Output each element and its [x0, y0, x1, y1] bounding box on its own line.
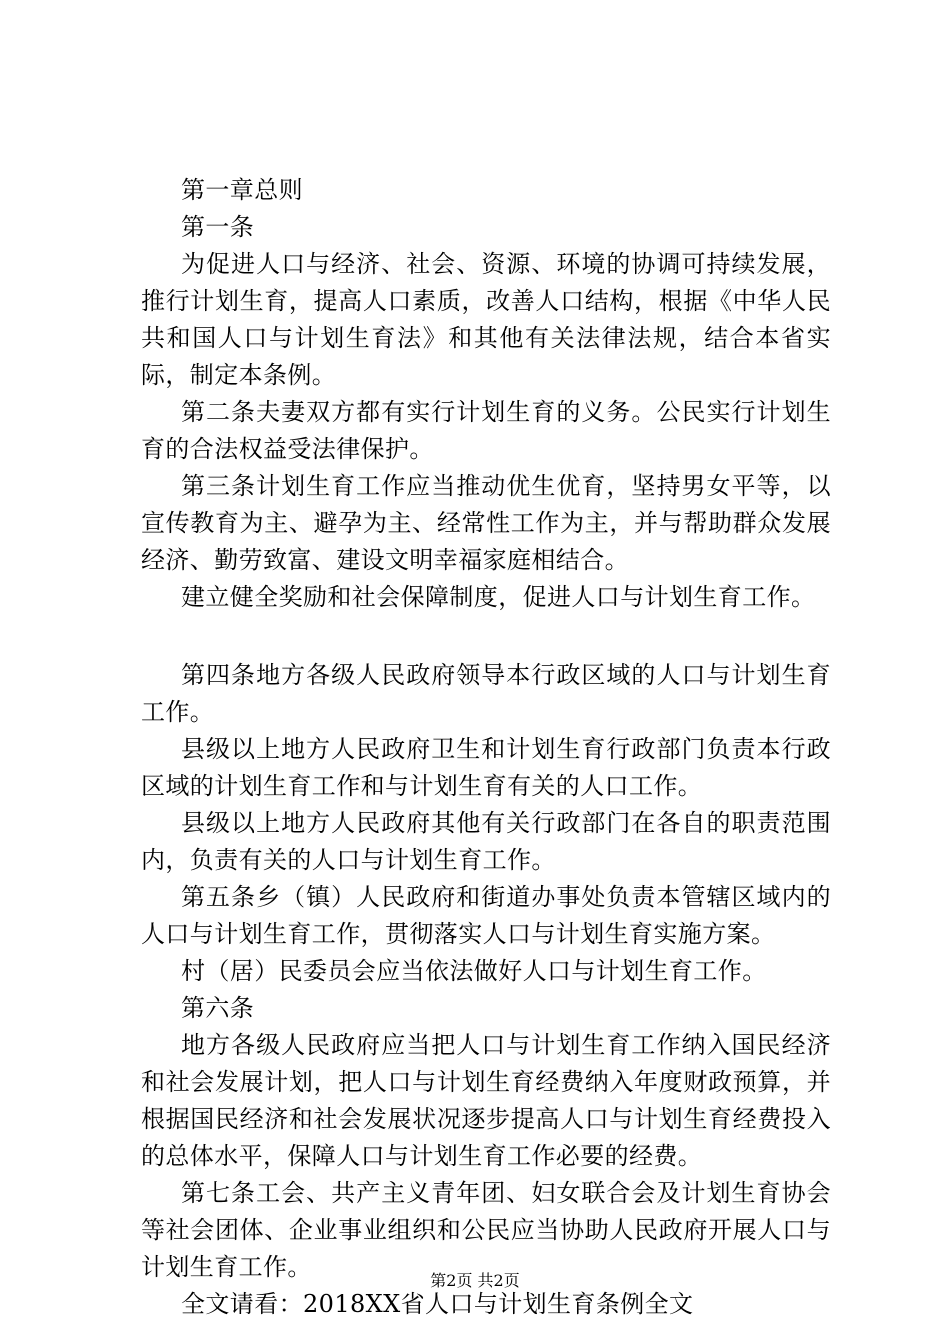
- article-5-text: 第五条乡（镇）人民政府和街道办事处负责本管辖区域内的人口与计划生育工作，贯彻落实人口与计划生育实施方案。: [141, 883, 831, 948]
- page-number-footer: 第2页 共2页: [430, 1271, 520, 1290]
- article-4-clause-3: 县级以上地方人民政府其他有关行政部门在各自的职责范围内，负责有关的人口与计划生育工作。: [141, 809, 831, 874]
- chapter-heading: 第一章总则: [181, 176, 303, 204]
- article-7-text: 第七条工会、共产主义青年团、妇女联合会及计划生育协会等社会团体、企业事业组织和公民应当协助人民政府开展人口与计划生育工作。: [141, 1179, 831, 1281]
- article-4-clause-2: 县级以上地方人民政府卫生和计划生育行政部门负责本行政区域的计划生育工作和与计划生育有关的人口工作。: [141, 735, 831, 800]
- article-6-heading: 第六条: [181, 994, 255, 1022]
- article-1-text: 为促进人口与经济、社会、资源、环境的协调可持续发展，推行计划生育，提高人口素质，改善人口结构，根据《中华人民共和国人口与计划生育法》和其他有关法律法规，结合本省实际，制定本条例。: [141, 250, 831, 389]
- article-4-text: 第四条地方各级人民政府领导本行政区域的人口与计划生育工作。: [141, 661, 831, 726]
- article-5-clause-2: 村（居）民委员会应当依法做好人口与计划生育工作。: [181, 957, 767, 985]
- article-3-text: 第三条计划生育工作应当推动优生优育，坚持男女平等，以宣传教育为主、避孕为主、经常性工作为主，并与帮助群众发展经济、勤劳致富、建设文明幸福家庭相结合。: [141, 472, 831, 574]
- article-6-text: 地方各级人民政府应当把人口与计划生育工作纳入国民经济和社会发展计划，把人口与计划生育经费纳入年度财政预算，并根据国民经济和社会发展状况逐步提高人口与计划生育经费投入的总体水平，保障人口与计划生育工作必要的经费。: [141, 1031, 831, 1170]
- article-1-heading: 第一条: [181, 213, 255, 241]
- article-3-clause-2: 建立健全奖励和社会保障制度，促进人口与计划生育工作。: [181, 583, 816, 611]
- document-body: [141, 172, 831, 1323]
- article-2-text: 第二条夫妻双方都有实行计划生育的义务。公民实行计划生育的合法权益受法律保护。: [141, 398, 831, 463]
- full-text-reference: 全文请看：2018XX省人口与计划生育条例全文: [181, 1290, 694, 1318]
